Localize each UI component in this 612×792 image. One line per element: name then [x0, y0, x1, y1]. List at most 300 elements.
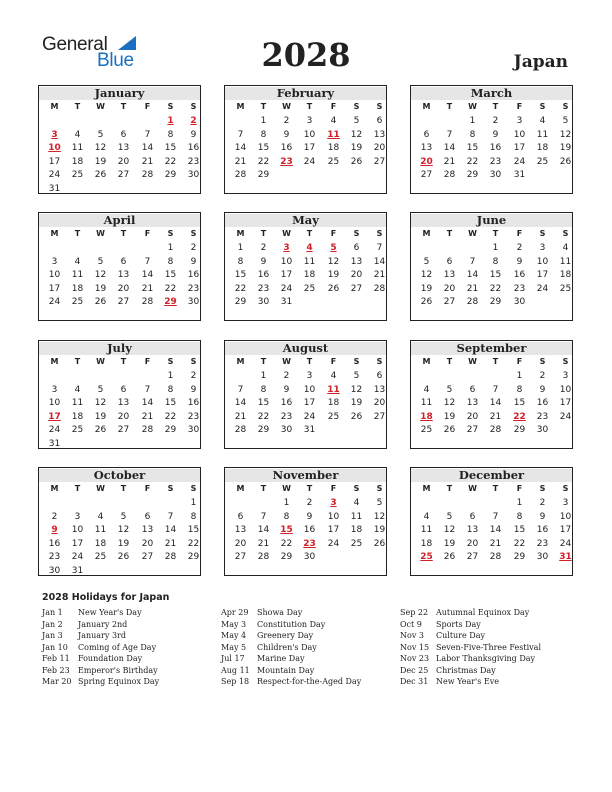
- day-cell: 26: [94, 170, 107, 181]
- day-cell: 8: [469, 129, 476, 140]
- day-cell: 26: [420, 297, 433, 308]
- month-title: July: [39, 342, 200, 355]
- day-cell: 10: [48, 270, 61, 281]
- holiday-date: Jan 10: [42, 642, 68, 652]
- day-cell: 4: [330, 116, 337, 126]
- weekday-label: W: [96, 357, 105, 366]
- day-cell: 30: [187, 297, 200, 308]
- month-january: [38, 85, 201, 194]
- day-cell: 8: [190, 511, 197, 522]
- day-cell: 3: [51, 256, 58, 267]
- day-cell: 3: [74, 511, 81, 522]
- holiday-row: [221, 653, 401, 665]
- holiday-name: Sports Day: [436, 619, 481, 629]
- weekday-label: F: [516, 357, 523, 366]
- month-august: [224, 340, 387, 449]
- day-cell: 15: [257, 143, 270, 154]
- day-cell: 18: [559, 270, 572, 281]
- day-cell: 5: [97, 129, 104, 140]
- day-cell: 26: [117, 552, 130, 563]
- holiday-date: Feb 11: [42, 654, 70, 663]
- day-cell: 22: [257, 156, 270, 167]
- day-cell: 9: [283, 384, 290, 395]
- weekday-label: T: [120, 102, 127, 111]
- weekday-label: T: [74, 357, 81, 366]
- day-cell: 21: [234, 156, 247, 167]
- holiday-name: January 3rd: [78, 631, 126, 640]
- day-cell: 16: [280, 143, 293, 154]
- day-cell: 24: [48, 425, 61, 436]
- weekday-header: [225, 356, 386, 368]
- weekday-label: S: [190, 484, 197, 493]
- day-cell: 10: [303, 129, 316, 140]
- day-cell: 28: [373, 283, 386, 294]
- day-cell: 6: [446, 256, 453, 267]
- month-title: June: [411, 214, 572, 227]
- day-cell: 23: [489, 156, 502, 167]
- day-cell: 15: [489, 270, 502, 281]
- day-cell: 23: [187, 411, 200, 422]
- day-cell: 24: [71, 552, 84, 563]
- weekday-label: F: [516, 102, 523, 111]
- day-cell: 20: [350, 270, 363, 281]
- holiday-row: [42, 607, 222, 619]
- holiday-name: January 2nd: [78, 619, 128, 629]
- day-cell: 18: [303, 270, 316, 281]
- day-cell: 26: [350, 156, 363, 167]
- weekday-label: T: [260, 229, 267, 238]
- day-cell: 27: [117, 425, 130, 436]
- month-title: November: [225, 469, 386, 482]
- day-cell: 15: [234, 270, 247, 281]
- day-cell: 30: [513, 297, 526, 308]
- day-cell: 28: [234, 170, 247, 181]
- day-cell: 26: [94, 425, 107, 436]
- weekday-label: S: [353, 484, 360, 493]
- holiday-day-cell: 10: [48, 143, 61, 154]
- weekday-label: S: [167, 102, 174, 111]
- day-cell: 7: [167, 511, 174, 522]
- holiday-date: Jan 3: [42, 631, 63, 640]
- day-cell: 16: [257, 270, 270, 281]
- weekday-label: S: [539, 229, 546, 238]
- holiday-date: May 5: [221, 642, 247, 652]
- holiday-name: New Year's Day: [78, 608, 142, 617]
- weekday-label: T: [446, 229, 453, 238]
- day-cell: 27: [373, 156, 386, 167]
- day-cell: 5: [446, 511, 453, 522]
- day-cell: 1: [260, 371, 267, 381]
- holiday-row: [400, 607, 580, 619]
- holiday-day-cell: 31: [559, 552, 572, 563]
- day-cell: 21: [443, 156, 456, 167]
- day-cell: 13: [141, 525, 154, 536]
- weekday-label: W: [282, 102, 291, 111]
- day-cell: 11: [536, 129, 549, 140]
- day-cell: 22: [164, 156, 177, 167]
- day-cell: 19: [327, 270, 340, 281]
- weekday-header: [39, 356, 200, 368]
- day-cell: 18: [71, 283, 84, 294]
- day-cell: 21: [234, 411, 247, 422]
- day-cell: 8: [237, 256, 244, 267]
- holiday-row: [221, 630, 401, 642]
- holiday-row: [221, 619, 401, 631]
- weekday-label: T: [492, 357, 499, 366]
- day-cell: 25: [420, 425, 433, 436]
- day-cell: 31: [48, 184, 61, 194]
- day-cell: 26: [443, 425, 456, 436]
- weekday-header: [225, 101, 386, 113]
- day-cell: 30: [489, 170, 502, 181]
- day-cell: 15: [164, 143, 177, 154]
- country-label: Japan: [513, 52, 568, 72]
- day-cell: 22: [466, 156, 479, 167]
- month-title: March: [411, 87, 572, 100]
- weekday-label: S: [539, 484, 546, 493]
- holiday-day-cell: 29: [164, 297, 177, 308]
- day-cell: 22: [234, 283, 247, 294]
- day-cell: 9: [190, 384, 197, 395]
- weekday-header: [411, 101, 572, 113]
- day-cell: 14: [257, 525, 270, 536]
- day-cell: 3: [562, 498, 569, 508]
- day-cell: 27: [443, 297, 456, 308]
- page-title-year: 2028: [261, 36, 351, 74]
- holiday-date: Dec 25: [400, 665, 429, 675]
- day-cell: 3: [306, 371, 313, 381]
- day-cell: 13: [117, 270, 130, 281]
- day-cell: 23: [48, 552, 61, 563]
- weekday-label: F: [330, 229, 337, 238]
- holiday-name: Christmas Day: [436, 665, 496, 675]
- day-cell: 6: [237, 511, 244, 522]
- holiday-row: [221, 676, 401, 688]
- weekday-label: F: [516, 229, 523, 238]
- holiday-day-cell: 11: [327, 384, 340, 395]
- day-cell: 30: [280, 425, 293, 436]
- day-cell: 24: [48, 170, 61, 181]
- day-cell: 5: [97, 256, 104, 267]
- holiday-date: Nov 3: [400, 631, 424, 640]
- day-cell: 6: [376, 116, 383, 126]
- month-february: [224, 85, 387, 194]
- day-cell: 6: [469, 511, 476, 522]
- day-cell: 22: [489, 283, 502, 294]
- day-cell: 18: [420, 538, 433, 549]
- day-cell: 27: [466, 552, 479, 563]
- month-december: [410, 467, 573, 576]
- day-cell: 25: [71, 425, 84, 436]
- holiday-day-cell: 3: [330, 498, 337, 508]
- day-cell: 12: [350, 384, 363, 395]
- day-cell: 11: [94, 525, 107, 536]
- weekday-label: T: [306, 229, 313, 238]
- day-cell: 26: [559, 156, 572, 167]
- holiday-day-cell: 9: [51, 525, 58, 536]
- day-cell: 31: [513, 170, 526, 181]
- day-cell: 25: [327, 156, 340, 167]
- weekday-label: M: [422, 102, 431, 111]
- day-cell: 6: [423, 129, 430, 140]
- day-cell: 20: [373, 143, 386, 154]
- day-cell: 25: [536, 156, 549, 167]
- holiday-date: Dec 31: [400, 677, 429, 686]
- day-cell: 8: [167, 384, 174, 395]
- day-cell: 28: [257, 552, 270, 563]
- month-title: December: [411, 469, 572, 482]
- weekday-label: M: [236, 229, 245, 238]
- day-cell: 20: [117, 411, 130, 422]
- day-cell: 8: [167, 129, 174, 140]
- day-cell: 4: [539, 116, 546, 126]
- holiday-day-cell: 23: [303, 538, 316, 549]
- day-cell: 26: [350, 411, 363, 422]
- day-cell: 21: [489, 411, 502, 422]
- day-cell: 22: [257, 411, 270, 422]
- day-cell: 14: [373, 256, 386, 267]
- day-cell: 13: [234, 525, 247, 536]
- holiday-row: [400, 676, 580, 688]
- day-cell: 1: [492, 243, 499, 253]
- day-cell: 2: [260, 243, 267, 253]
- holiday-date: Nov 23: [400, 654, 430, 663]
- day-cell: 10: [280, 256, 293, 267]
- day-cell: 3: [562, 371, 569, 381]
- day-cell: 25: [71, 170, 84, 181]
- day-cell: 1: [167, 243, 174, 253]
- day-cell: 16: [513, 270, 526, 281]
- day-cell: 11: [420, 398, 433, 409]
- weekday-label: T: [120, 229, 127, 238]
- weekday-label: W: [282, 229, 291, 238]
- day-cell: 7: [144, 384, 151, 395]
- holiday-day-cell: 4: [306, 243, 313, 253]
- day-cell: 18: [327, 398, 340, 409]
- weekday-label: S: [562, 229, 569, 238]
- holiday-name: Showa Day: [257, 608, 303, 617]
- weekday-label: T: [74, 102, 81, 111]
- day-cell: 24: [559, 411, 572, 422]
- weekday-label: M: [50, 357, 59, 366]
- day-cell: 8: [260, 384, 267, 395]
- day-cell: 12: [559, 129, 572, 140]
- day-cell: 21: [257, 538, 270, 549]
- day-cell: 7: [237, 129, 244, 140]
- day-cell: 2: [283, 371, 290, 381]
- weekday-label: F: [330, 484, 337, 493]
- holiday-day-cell: 3: [283, 243, 290, 253]
- day-cell: 11: [71, 270, 84, 281]
- weekday-label: S: [376, 102, 383, 111]
- holiday-day-cell: 17: [48, 411, 61, 422]
- day-cell: 12: [94, 398, 107, 409]
- day-cell: 17: [513, 143, 526, 154]
- day-cell: 6: [353, 243, 360, 253]
- weekday-header: [225, 228, 386, 240]
- holiday-row: [221, 665, 401, 677]
- day-cell: 24: [303, 411, 316, 422]
- day-cell: 29: [257, 170, 270, 181]
- day-cell: 11: [71, 398, 84, 409]
- holiday-date: Nov 15: [400, 642, 430, 652]
- holiday-name: New Year's Eve: [436, 677, 499, 686]
- day-cell: 4: [97, 511, 104, 522]
- day-cell: 3: [516, 116, 523, 126]
- day-cell: 11: [303, 256, 316, 267]
- day-cell: 9: [190, 129, 197, 140]
- day-cell: 1: [167, 371, 174, 381]
- day-cell: 13: [373, 129, 386, 140]
- day-cell: 13: [466, 398, 479, 409]
- holiday-day-cell: 25: [420, 552, 433, 563]
- day-cell: 17: [559, 525, 572, 536]
- day-cell: 16: [536, 398, 549, 409]
- day-cell: 18: [327, 143, 340, 154]
- holiday-name: Children's Day: [257, 642, 317, 652]
- day-cell: 4: [423, 511, 430, 522]
- weekday-label: S: [562, 102, 569, 111]
- day-cell: 17: [303, 398, 316, 409]
- day-cell: 2: [539, 371, 546, 381]
- day-cell: 25: [559, 283, 572, 294]
- day-cell: 15: [513, 398, 526, 409]
- holiday-day-cell: 1: [167, 116, 174, 126]
- holiday-name: Greenery Day: [257, 631, 314, 640]
- day-cell: 1: [283, 498, 290, 508]
- day-cell: 12: [94, 143, 107, 154]
- month-title: May: [225, 214, 386, 227]
- day-cell: 21: [373, 270, 386, 281]
- day-cell: 29: [164, 170, 177, 181]
- day-cell: 5: [376, 498, 383, 508]
- day-cell: 17: [536, 270, 549, 281]
- day-cell: 10: [513, 129, 526, 140]
- weekday-label: T: [306, 357, 313, 366]
- day-cell: 14: [489, 525, 502, 536]
- logo-blue-text: Blue: [97, 50, 134, 71]
- month-title: February: [225, 87, 386, 100]
- month-june: [410, 212, 573, 321]
- holiday-day-cell: 22: [513, 411, 526, 422]
- day-cell: 16: [187, 270, 200, 281]
- day-cell: 18: [71, 411, 84, 422]
- day-cell: 10: [71, 525, 84, 536]
- day-cell: 28: [466, 297, 479, 308]
- weekday-label: F: [330, 357, 337, 366]
- weekday-label: M: [422, 229, 431, 238]
- day-cell: 30: [536, 425, 549, 436]
- day-cell: 25: [350, 538, 363, 549]
- day-cell: 29: [466, 170, 479, 181]
- day-cell: 2: [190, 371, 197, 381]
- day-cell: 13: [466, 525, 479, 536]
- weekday-label: S: [539, 357, 546, 366]
- weekday-label: W: [282, 484, 291, 493]
- holidays-title: 2028 Holidays for Japan: [42, 592, 170, 603]
- day-cell: 29: [164, 425, 177, 436]
- weekday-label: F: [516, 484, 523, 493]
- day-cell: 28: [141, 425, 154, 436]
- day-cell: 4: [74, 129, 81, 140]
- day-cell: 7: [237, 384, 244, 395]
- holiday-day-cell: 3: [51, 129, 58, 140]
- day-cell: 9: [283, 129, 290, 140]
- day-cell: 8: [167, 256, 174, 267]
- holiday-day-cell: 23: [280, 156, 293, 167]
- day-cell: 3: [306, 116, 313, 126]
- weekday-label: W: [96, 229, 105, 238]
- day-cell: 6: [120, 256, 127, 267]
- day-cell: 10: [536, 256, 549, 267]
- day-cell: 12: [117, 525, 130, 536]
- day-cell: 5: [562, 116, 569, 126]
- weekday-label: T: [446, 484, 453, 493]
- holiday-day-cell: 20: [420, 156, 433, 167]
- day-cell: 14: [141, 143, 154, 154]
- day-cell: 1: [469, 116, 476, 126]
- day-cell: 12: [420, 270, 433, 281]
- day-cell: 24: [513, 156, 526, 167]
- day-cell: 19: [350, 143, 363, 154]
- day-cell: 14: [141, 398, 154, 409]
- holiday-row: [221, 607, 401, 619]
- holiday-row: [400, 665, 580, 677]
- day-cell: 2: [516, 243, 523, 253]
- day-cell: 31: [303, 425, 316, 436]
- day-cell: 7: [144, 256, 151, 267]
- day-cell: 21: [141, 156, 154, 167]
- day-cell: 8: [260, 129, 267, 140]
- holiday-row: [42, 653, 222, 665]
- day-cell: 5: [423, 256, 430, 267]
- holiday-name: Coming of Age Day: [78, 642, 157, 652]
- day-cell: 20: [141, 538, 154, 549]
- day-cell: 27: [350, 283, 363, 294]
- holiday-row: [42, 642, 222, 654]
- holiday-name: Mountain Day: [257, 665, 315, 675]
- month-july: [38, 340, 201, 449]
- day-cell: 14: [234, 143, 247, 154]
- weekday-label: T: [260, 102, 267, 111]
- month-title: April: [39, 214, 200, 227]
- weekday-label: T: [492, 102, 499, 111]
- day-cell: 27: [420, 170, 433, 181]
- weekday-label: T: [492, 229, 499, 238]
- day-cell: 14: [141, 270, 154, 281]
- day-cell: 19: [94, 283, 107, 294]
- day-cell: 30: [303, 552, 316, 563]
- weekday-label: S: [562, 357, 569, 366]
- weekday-label: S: [353, 229, 360, 238]
- weekday-label: S: [376, 357, 383, 366]
- month-april: [38, 212, 201, 321]
- day-cell: 23: [187, 156, 200, 167]
- weekday-label: T: [446, 102, 453, 111]
- day-cell: 10: [559, 511, 572, 522]
- day-cell: 10: [48, 398, 61, 409]
- day-cell: 22: [280, 538, 293, 549]
- day-cell: 25: [327, 411, 340, 422]
- day-cell: 27: [141, 552, 154, 563]
- holiday-day-cell: 15: [280, 525, 293, 536]
- day-cell: 22: [513, 538, 526, 549]
- holiday-date: Apr 29: [221, 608, 249, 617]
- day-cell: 11: [559, 256, 572, 267]
- day-cell: 12: [373, 511, 386, 522]
- weekday-label: S: [190, 102, 197, 111]
- day-cell: 18: [94, 538, 107, 549]
